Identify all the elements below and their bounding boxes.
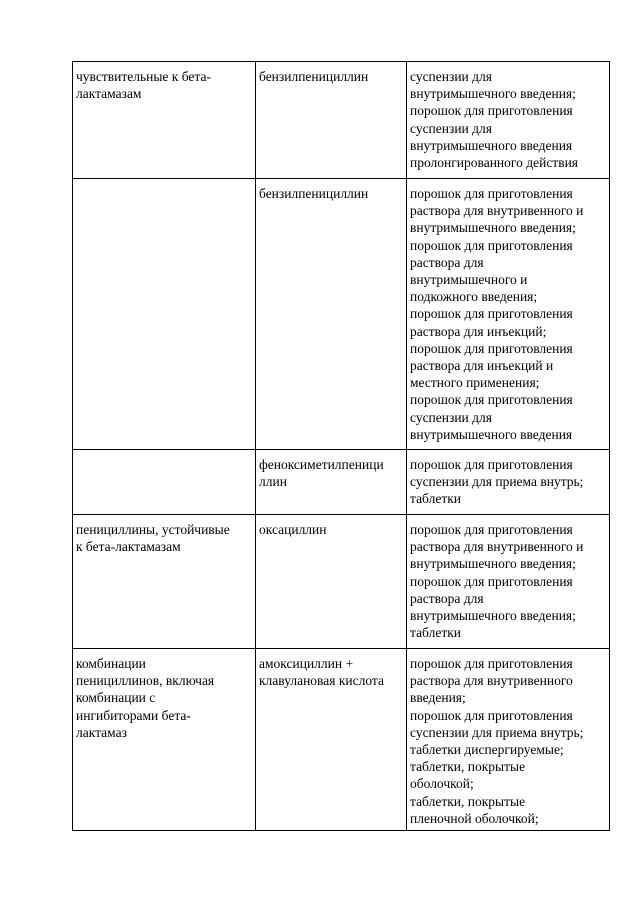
- form-text: внутримышечного введения;: [410, 220, 576, 236]
- form-text: порошок для приготовления: [410, 522, 573, 537]
- table-row: [73, 62, 610, 179]
- form-text: порошок для приготовления: [410, 306, 573, 322]
- form-text: введения;: [410, 690, 466, 706]
- form-text: суспензии для: [410, 120, 492, 136]
- group-text: чувствительные к бета-: [76, 69, 211, 84]
- group-cell: [73, 450, 256, 515]
- form-text: внутримышечного введения;: [410, 556, 576, 572]
- group-cell: [73, 62, 256, 179]
- form-text: внутримышечного введения;: [410, 608, 576, 624]
- drug-cell: [256, 450, 407, 515]
- form-text: порошок для приготовления: [410, 237, 573, 253]
- form-text: внутримышечного и: [410, 272, 528, 288]
- forms-cell: [407, 649, 610, 831]
- drug-table: [72, 61, 610, 831]
- form-text: пролонгированного действия: [410, 155, 579, 171]
- form-text: внутримышечного введения;: [410, 86, 576, 102]
- group-text: лактамазам: [76, 86, 142, 102]
- drug-name: бензилпенициллин: [259, 69, 369, 84]
- form-text: порошок для приготовления: [410, 457, 573, 472]
- group-cell: [73, 179, 256, 450]
- form-text: суспензии для приема внутрь;: [410, 724, 584, 740]
- form-text: таблетки, покрытые: [410, 759, 526, 775]
- drug-cell: [256, 62, 407, 179]
- forms-cell: [407, 179, 610, 450]
- drug-cell: [256, 179, 407, 450]
- group-text: комбинации: [76, 656, 146, 671]
- forms-cell: [407, 450, 610, 515]
- drug-name: ллин: [259, 474, 287, 490]
- form-text: пленочной оболочкой;: [410, 810, 539, 826]
- form-text: порошок для приготовления: [410, 707, 573, 723]
- drug-name: бензилпенициллин: [259, 186, 369, 201]
- form-text: суспензии для: [410, 69, 492, 84]
- form-text: порошок для приготовления: [410, 103, 573, 119]
- drug-name: оксациллин: [259, 522, 327, 537]
- table-row: [73, 179, 610, 450]
- forms-cell: [407, 62, 610, 179]
- group-text: комбинации с: [76, 690, 156, 706]
- form-text: подкожного введения;: [410, 289, 538, 305]
- drug-name: феноксиметилпеници: [259, 457, 384, 472]
- group-cell: [73, 649, 256, 831]
- form-text: раствора для: [410, 254, 484, 270]
- group-text: пенициллинов, включая: [76, 673, 215, 689]
- form-text: порошок для приготовления: [410, 186, 573, 201]
- form-text: таблетки диспергируемые;: [410, 742, 564, 758]
- form-text: таблетки: [410, 491, 462, 507]
- drug-cell: [256, 515, 407, 649]
- table-row: [73, 450, 610, 515]
- forms-cell: [407, 515, 610, 649]
- form-text: порошок для приготовления: [410, 340, 573, 356]
- form-text: раствора для инъекций и: [410, 358, 554, 374]
- table-row: [73, 515, 610, 649]
- form-text: внутримышечного введения: [410, 426, 573, 442]
- form-text: порошок для приготовления: [410, 656, 573, 671]
- form-text: раствора для: [410, 590, 484, 606]
- form-text: таблетки, покрытые: [410, 793, 526, 809]
- form-text: раствора для внутривенного и: [410, 203, 584, 219]
- form-text: суспензии для: [410, 409, 492, 425]
- form-text: раствора для внутривенного и: [410, 539, 584, 555]
- group-text: к бета-лактамазам: [76, 539, 181, 555]
- form-text: суспензии для приема внутрь;: [410, 474, 584, 490]
- drug-name: амоксициллин +: [259, 656, 354, 671]
- form-text: таблетки: [410, 625, 462, 641]
- form-text: местного применения;: [410, 375, 540, 391]
- form-text: раствора для внутривенного: [410, 673, 573, 689]
- form-text: порошок для приготовления: [410, 392, 573, 408]
- drug-name: клавулановая кислота: [259, 673, 384, 689]
- form-text: оболочкой;: [410, 776, 474, 792]
- drug-cell: [256, 649, 407, 831]
- form-text: раствора для инъекций;: [410, 323, 547, 339]
- group-text: пенициллины, устойчивые: [76, 522, 230, 537]
- form-text: внутримышечного введения: [410, 137, 573, 153]
- group-text: ингибиторами бета-: [76, 707, 191, 723]
- table-row: [73, 649, 610, 831]
- group-text: лактамаз: [76, 724, 127, 740]
- form-text: порошок для приготовления: [410, 573, 573, 589]
- group-cell: [73, 515, 256, 649]
